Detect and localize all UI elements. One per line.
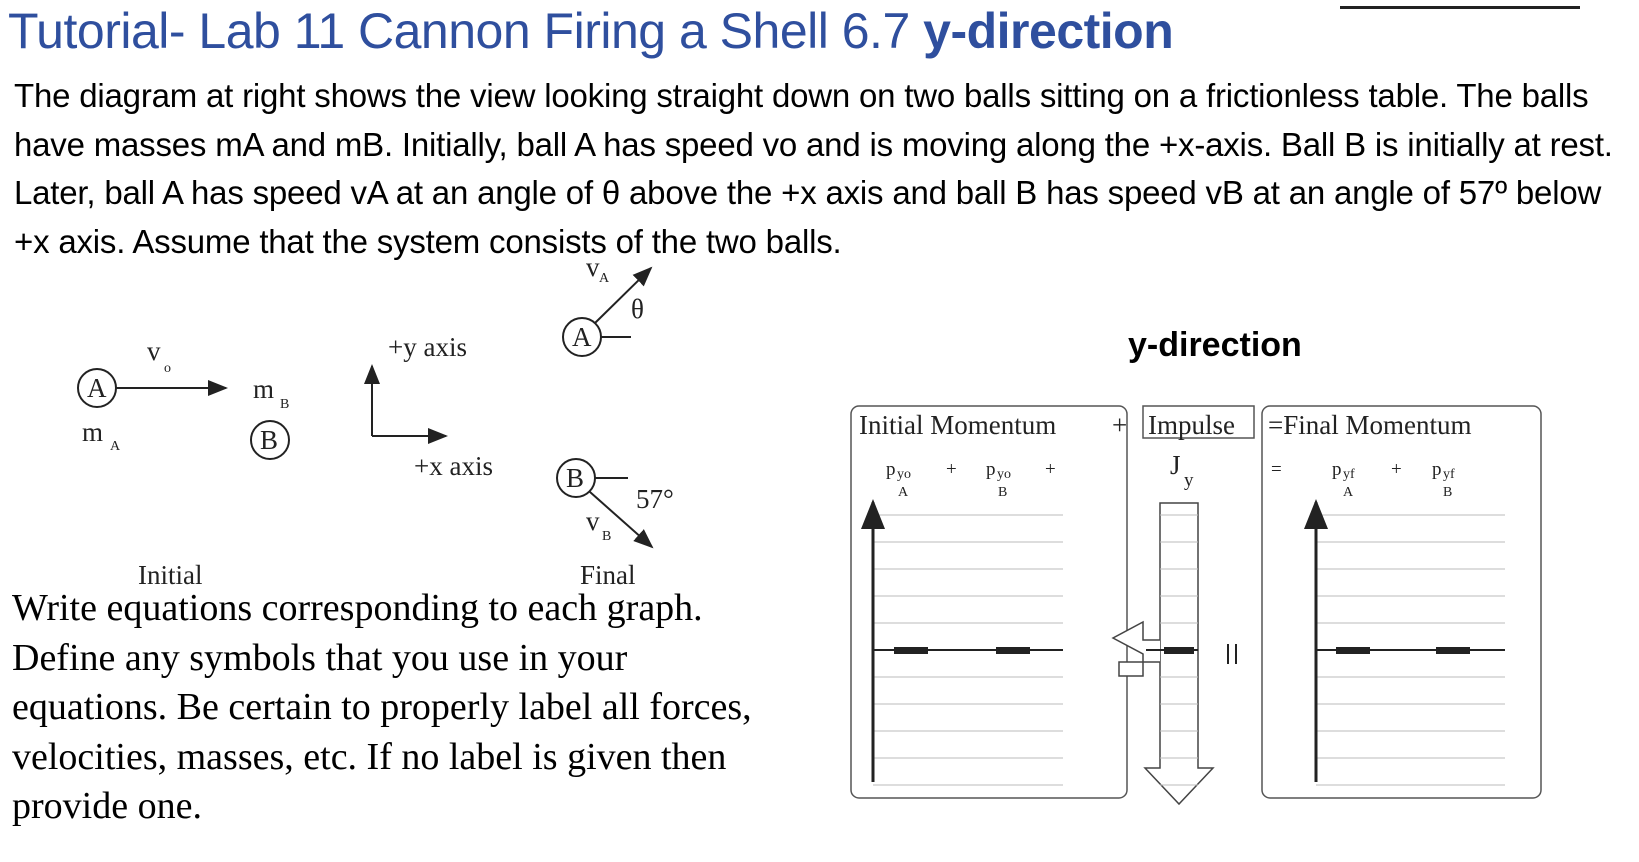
mass-b-subscript: B (280, 397, 290, 412)
p-a-initial-subscript: yo (897, 467, 911, 482)
final-momentum-header: =Final Momentum (1268, 410, 1472, 440)
angle-b-label: 57° (636, 484, 674, 514)
p-a-final-subscript: yf (1343, 467, 1355, 482)
p-b-final-ball: B (1443, 485, 1453, 500)
impulse-header: Impulse (1148, 410, 1235, 440)
title-bold: y-direction (923, 3, 1174, 59)
final-caption: Final (580, 560, 636, 590)
final-equals-label: = (1271, 459, 1282, 480)
initial-plus-1: + (946, 459, 957, 480)
p-a-final-label: p (1332, 459, 1342, 480)
header-plus-sign: + (1112, 410, 1128, 440)
y-axis-label: +y axis (388, 332, 467, 362)
initial-diagram (78, 336, 289, 590)
p-a-final-ball: A (1343, 485, 1354, 500)
momentum-bar-chart (851, 406, 1541, 804)
impulse-label: J (1170, 450, 1181, 480)
bar-p-a-final (1336, 647, 1370, 654)
initial-caption: Initial (138, 560, 203, 590)
final-diagram (557, 252, 674, 590)
ball-a-initial-label: A (87, 373, 107, 403)
initial-momentum-header: Initial Momentum (859, 410, 1057, 440)
theta-label: θ (631, 294, 644, 324)
bar-p-b-final (1436, 647, 1470, 654)
p-b-initial-label: p (986, 459, 996, 480)
bar-p-b-initial (996, 647, 1030, 654)
p-b-final-subscript: yf (1443, 467, 1455, 482)
initial-plus-2: + (1045, 459, 1056, 480)
impulse-column (1113, 503, 1213, 804)
vb-label: v (586, 506, 600, 536)
p-a-initial-label: p (886, 459, 896, 480)
ball-b-final-label: B (566, 463, 585, 493)
v0-subscript: o (164, 361, 171, 376)
mass-a-label: m (82, 417, 104, 447)
va-subscript: A (599, 271, 610, 286)
y-direction-heading: y-direction (1128, 326, 1302, 364)
p-b-initial-subscript: yo (997, 467, 1011, 482)
va-label: v (586, 252, 600, 282)
instructions-text: Write equations corresponding to each graph. Define any symbols that you use in your equations. Be certain to properly label all forces, velocities, masses, etc. If no label is given then provide one. (12, 587, 752, 827)
problem-statement: The diagram at right shows the view looking straight down on two balls sitting on a frictionless table. The balls have masses mA and mB. Initially, ball A has speed vo and is moving along the +x-axis. Ball B is initially at rest. Later, ball A has speed vA at an angle of θ above the +x axis and ball B has speed vB at an angle of 57º below +x axis. Assume that the system consists of the two balls. (14, 77, 1613, 260)
title-main: Tutorial- Lab 11 Cannon Firing a Shell 6.7 (8, 3, 924, 59)
axes-diagram (372, 332, 493, 481)
vb-subscript: B (602, 529, 612, 544)
mass-a-subscript: A (110, 439, 121, 454)
impulse-subscript: y (1184, 470, 1194, 491)
bar-p-a-initial (894, 647, 928, 654)
ball-b-initial-label: B (260, 425, 279, 455)
v0-label: v (147, 336, 161, 366)
final-plus: + (1391, 459, 1402, 480)
p-a-initial-ball: A (898, 485, 909, 500)
mass-b-label: m (253, 374, 275, 404)
ball-a-final-label: A (572, 322, 592, 352)
x-axis-label: +x axis (414, 451, 493, 481)
bar-impulse (1164, 647, 1194, 654)
p-b-initial-ball: B (998, 485, 1008, 500)
p-b-final-label: p (1432, 459, 1442, 480)
